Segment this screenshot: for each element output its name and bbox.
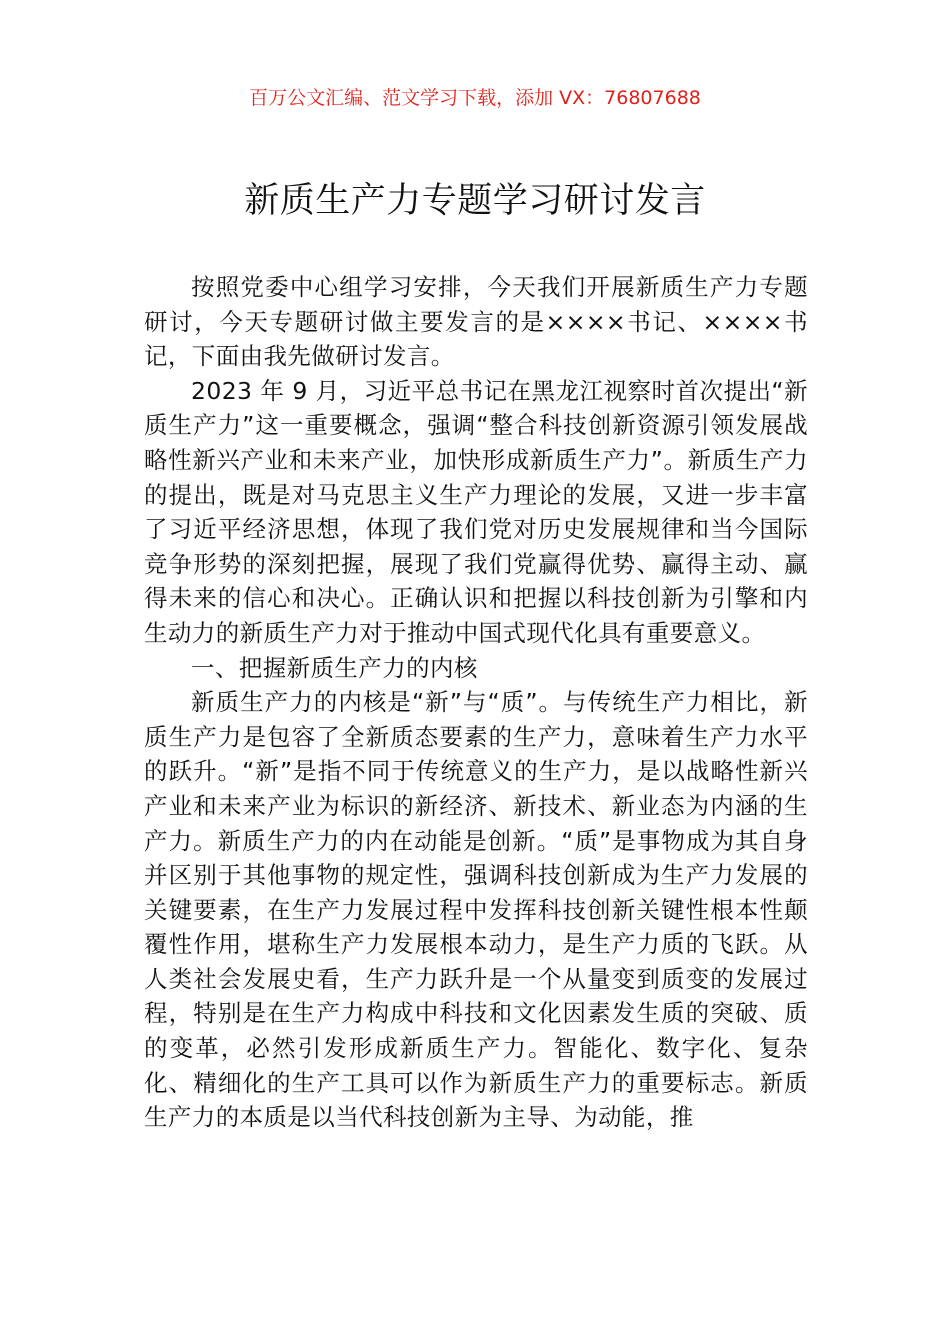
paragraph-core: 新质生产力的内核是“新”与“质”。与传统生产力相比，新质生产力是包容了全新质态要素的生产力，意味着生产力水平的跃升。“新”是指不同于传统意义的生产力，是以战略性新兴产业和未来产业为标识的新经济、新技术、新业态为内涵的生产力。新质生产力的内在动能是创新。“质”是事物成为其自身并区别于其他事物的规定性，强调科技创新成为生产力发展的关键要素，在生产力发展过程中发挥科技创新关键性根本性颠覆性作用，堪称生产力发展根本动力，是生产力质的飞跃。从人类社会发展史看，生产力跃升是一个从量变到质变的发展过程，特别是在生产力构成中科技和文化因素发生质的突破、质的变革，必然引发形成新质生产力。智能化、数字化、复杂化、精细化的生产工具可以作为新质生产力的重要标志。新质生产力的本质是以当代科技创新为主导、为动能，推 — [144, 688, 808, 1132]
paragraph-background: 2023 年 9 月，习近平总书记在黑龙江视察时首次提出“新质生产力”这一重要概念，强调“整合科技创新资源引领发展战略性新兴产业和未来产业，加快形成新质生产力”。新质生产力的提出，既是对马克思主义生产力理论的发展，又进一步丰富了习近平经济思想，体现了我们党对历史发展规律和当今国际竞争形势的深刻把握，展现了我们党赢得优势、赢得主动、赢得未来的信心和决心。正确认识和把握以科技创新为引擎和内生动力的新质生产力对于推动中国式现代化具有重要意义。 — [144, 376, 808, 647]
watermark-header: 百万公文汇编、范文学习下载，添加 VX：76807688 — [249, 87, 701, 109]
document-body — [144, 270, 808, 1135]
section-heading: 一、把握新质生产力的内核 — [191, 653, 478, 682]
paragraph-intro: 按照党委中心组学习安排，今天我们开展新质生产力专题研讨，今天专题研讨做主要发言的是××××书记、××××书记，下面由我先做研讨发言。 — [144, 273, 808, 371]
page-title: 新质生产力专题学习研讨发言 — [244, 181, 706, 221]
